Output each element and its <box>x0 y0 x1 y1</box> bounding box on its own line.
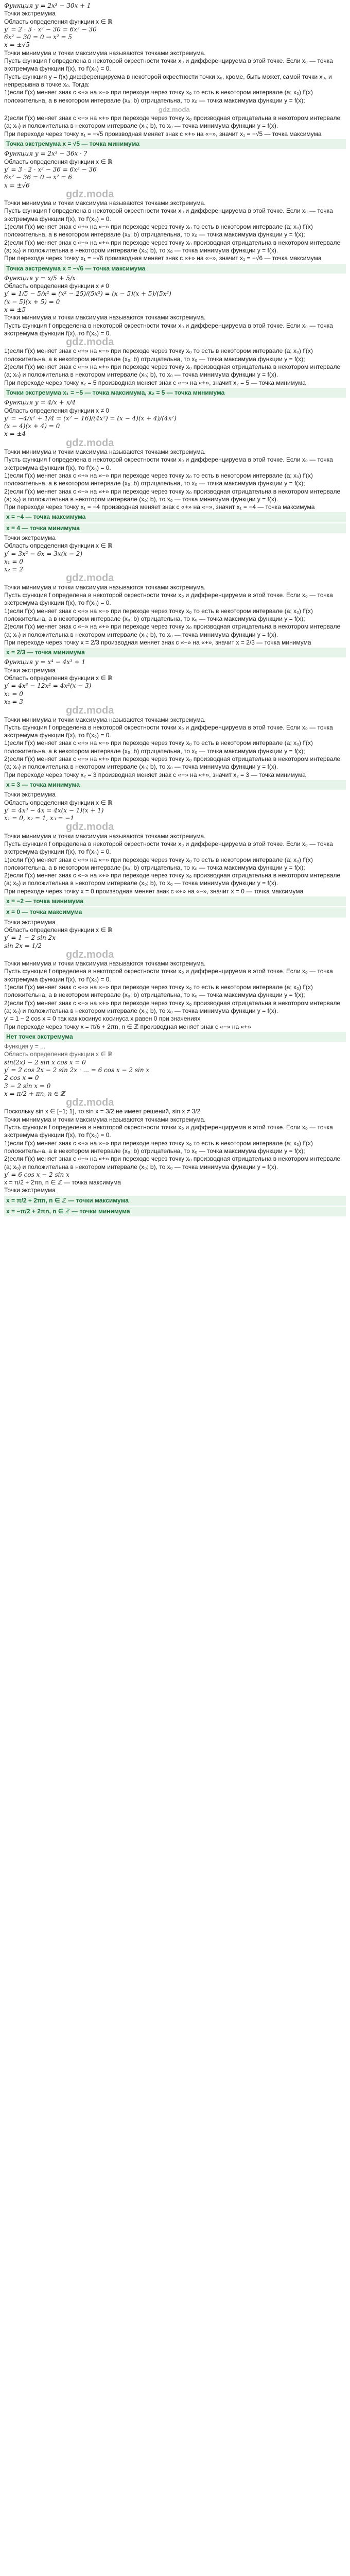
text-line: 1)если f′(x) меняет знак с «+» на «−» при переходе через точку x₀ то есть в некотором интервале (a; x₀) f′(x) положительна, а в некотором интервале (x₀; b) отрицательна, то x₀ — точка максимума функции y = f(x); <box>4 856 315 871</box>
text-line: Область определения функции x ∈ ℝ <box>4 674 113 682</box>
formula-line: y′ = 1/5 − 5/x² = (x² − 25)/(5x²) = (x − 5)(x + 5)/(5x²) <box>4 290 171 298</box>
watermark: gdz.moda <box>66 188 114 200</box>
formula-line: sin 2x = 1/2 <box>4 942 42 950</box>
watermark: gdz.moda <box>66 1097 114 1109</box>
watermark: gdz.moda <box>66 705 114 717</box>
text-line: Пусть функция f определена в некоторой окрестности точки x₀ и дифференцируема в этой точке. Если x₀ — точка экстремума функции f(x), то f′(x₀) = 0. <box>4 591 335 607</box>
answer-highlight: x = −2 — точка минимума <box>4 896 346 906</box>
text-line: Пусть функция f определена в некоторой окрестности точки x₀ и дифференцируема в этой точке. Если x₀ — точка экстремума функции f(x), то f′(x₀) = 0. <box>4 1124 335 1139</box>
watermark: gdz.moda <box>66 948 114 960</box>
answer-highlight: Точка экстремума x = −√6 — точка максимума <box>4 264 346 274</box>
formula-line: Функция y = x/5 + 5/x <box>4 274 76 282</box>
text-line: Область определения функции x ∈ ℝ <box>4 799 113 806</box>
formula-line: 2 cos x = 0 <box>4 1074 39 1082</box>
faded-text-line: Функция y = ... <box>4 1043 46 1050</box>
text-line: 2)если f′(x) меняет знак с «−» на «+» при переходе через точку x₀ производная отрицательна в некотором интервале (a; x₀) и положительна в некотором интервале (x₀; b), то x₀ — точка минимума функции y = f(x). <box>4 363 342 379</box>
text-line: Точки минимума и точки максимума называются точками экстремума. <box>4 49 206 57</box>
answer-highlight: x = 2/3 — точка минимума <box>4 648 346 657</box>
formula-line: (x − 4)(x + 4) = 0 <box>4 422 60 430</box>
text-line: 2)если f′(x) меняет знак с «−» на «+» при переходе через точку x₀ производная отрицательна в некотором интервале (a; x₀) и положительна в некотором интервале (x₀; b), то x₀ — точка минимума функции y = f(x). <box>4 755 342 771</box>
text-line: Область определения функции x ∈ ℝ <box>4 542 113 550</box>
formula-line: y′ = 3x² − 6x = 3x(x − 2) <box>4 550 83 557</box>
solution-document <box>0 0 350 1216</box>
formula-line: y′ = 4x³ − 4x = 4x(x − 1)(x + 1) <box>4 806 104 814</box>
text-line: Точки экстремума <box>4 534 56 541</box>
formula-line: 3 − 2 sin x = 0 <box>4 1082 51 1090</box>
text-line: При переходе через точку x₂ = 3 производная меняет знак с «−» на «+», значит x₂ = 3 — точка минимума <box>4 771 306 778</box>
text-line: При переходе через точку x₁ = −√6 производная меняет знак с «+» на «−», значит x₁ = −√6 — точка максимума <box>4 255 322 262</box>
text-line: При переходе через точку x = 2/3 производная меняет знак с «−» на «+», значит x = 2/3 — точка минимума <box>4 638 311 646</box>
text-line: 2)если f′(x) меняет знак с «−» на «+» при переходе через точку x₀ производная отрицательна в некотором интервале (a; x₀) и положительна в некотором интервале (x₀; b), то x₀ — точка минимума функции y = f(x). <box>4 1155 342 1171</box>
formula-line: y′ = 4x³ − 12x² = 4x²(x − 3) <box>4 682 92 690</box>
formula-line: y′ = 2 · 3 · x² − 30 = 6x² − 30 <box>4 25 97 33</box>
text-line: Точки минимума и точки максимума называются точками экстремума. <box>4 448 206 456</box>
answer-highlight: x = π/2 + 2πn, n ∈ ℤ — точки максимума <box>4 1196 346 1206</box>
formula-line: x = ±√5 <box>4 41 30 49</box>
watermark: gdz.moda <box>66 336 114 348</box>
formula-line: x₁ = 0 <box>4 690 23 698</box>
text-line: 2)если f′(x) меняет знак с «−» на «+» при переходе через точку x₀ производная отрицательна в некотором интервале (a; x₀) и положительна в некотором интервале (x₀; b), то x₀ — точка минимума функции y = f(x). <box>4 623 342 638</box>
formula-line: y′ = 2 cos 2x − 2 sin 2x · ... = 6 cos x − 2 sin x <box>4 1066 150 1074</box>
formula-line: 6x² − 36 = 0 → x² = 6 <box>4 174 73 181</box>
answer-highlight: x = 3 — точка минимума <box>4 780 346 790</box>
text-line: 2)если f′(x) меняет знак с «−» на «+» при переходе через точку x₀ производная отрицательна в некотором интервале (a; x₀) и положительна в некотором интервале (x₀; b), то x₀ — точка минимума функции y = f(x). <box>4 999 342 1014</box>
text-line: Область определения функции x ∈ ℝ <box>4 18 113 25</box>
text-line: 1)если f′(x) меняет знак с «+» на «−» при переходе через точку x₀ то есть в некотором интервале (a; x₀) f′(x) положительна, а в некотором интервале (x₀; b) отрицательна, то x₀ — точка максимума функции y = f(x); <box>4 984 315 999</box>
text-line: 1)если f′(x) меняет знак с «+» на «−» при переходе через точку x₀ то есть в некотором интервале (a; x₀) f′(x) положительна, а в некотором интервале (x₀; b) отрицательна, то x₀ — точка максимума функции y = f(x); <box>4 739 315 755</box>
text-line: 2)если f′(x) меняет знак с «−» на «+» при переходе через точку x₀ производная отрицательна в некотором интервале (a; x₀) и положительна в некотором интервале (x₀; b), то x₀ — точка минимума функции y = f(x). <box>4 872 342 887</box>
text-line: Пусть функция f определена в некоторой окрестности точки x₀ и дифференцируема в этой точке. Если x₀ — точка экстремума функции f(x), то f′(x₀) = 0. <box>4 321 335 337</box>
formula-line: x = ±√6 <box>4 181 30 189</box>
text-line: Точки минимума и точки максимума называются точками экстремума. <box>4 716 206 723</box>
text-line: Точки экстремума <box>4 10 56 18</box>
formula-line: Функция y = 2x³ − 36x · ? <box>4 150 87 158</box>
formula-line: y′ = −4/x² + 1/4 = (x² − 16)/(4x²) = (x − 4)(x + 4)/(4x²) <box>4 414 177 422</box>
answer-highlight: x = 0 — точка максимума <box>4 907 346 917</box>
text-line: Пусть функция f определена в некоторой окрестности точки x₀ и дифференцируема в этой точке. Если x₀ — точка экстремума функции f(x), то f′(x₀) = 0. <box>4 840 335 856</box>
text-line: Пусть функция f определена в некоторой окрестности точки x₀ и дифференцируема в этой точке. Если x₀ — точка экстремума функции f(x), то f′(x₀) = 0. <box>4 57 335 73</box>
text-line: Точки минимума и точки максимума называются точками экстремума. <box>4 1115 206 1123</box>
faded-text-line: Область определения функции x ∈ ℝ <box>4 1050 113 1058</box>
text-line: Точки минимума и точки максимума называются точками экстремума. <box>4 199 206 207</box>
watermark: gdz.moda <box>66 437 114 449</box>
text-line: Поскольку sin x ∈ [−1; 1], то sin x = 3/2 не имеет решений, sin x ≠ 3/2 <box>4 1108 201 1115</box>
text-line: Область определения функции x ≠ 0 <box>4 282 109 290</box>
formula-line: Функция y = 4/x + x/4 <box>4 399 76 406</box>
text-line: Точки экстремума <box>4 666 56 674</box>
text-line: Точки экстремума <box>4 1187 56 1194</box>
text-line: Точки минимума и точки максимума называются точками экстремума. <box>4 832 206 840</box>
formula-line: x₂ = 2 <box>4 566 23 573</box>
formula-line: Функция y = 2x³ − 30x + 1 <box>4 2 91 9</box>
text-line: При переходе через точку x₁ = −√5 производная меняет знак с «+» на «−», значит x₁ = −√5 — точка максимума <box>4 130 322 138</box>
text-line: 1)если f′(x) меняет знак с «+» на «−» при переходе через точку x₀ то есть в некотором интервале (a; x₀) f′(x) положительна, а в некотором интервале (x₀; b) отрицательна, то x₀ — точка максимума функции y = f(x); <box>4 89 315 104</box>
text-line: 2)если f′(x) меняет знак с «−» на «+» при переходе через точку x₀ производная отрицательна в некотором интервале (a; x₀) и положительна в некотором интервале (x₀; b), то x₀ — точка минимума функции y = f(x). <box>4 487 342 503</box>
formula-line: x = ±4 <box>4 430 26 438</box>
formula-line: x₁ = 0, x₂ = 1, x₃ = −1 <box>4 815 75 822</box>
text-line: Пусть функция f определена в некоторой окрестности точки x₀ и дифференцируема в этой точке. Если x₀ — точка экстремума функции f(x), то f′(x₀) = 0. <box>4 207 335 223</box>
watermark: gdz.moda <box>159 105 190 113</box>
text-line: Область определения функции x ∈ ℝ <box>4 926 113 934</box>
formula-line: y′ = 6 cos x − 2 sin x <box>4 1171 69 1178</box>
answer-highlight: Точки экстремума x₁ = −5 — точка максимума, x₂ = 5 — точка минимума <box>4 388 346 398</box>
text-line: Точки минимума и точки максимума называются точками экстремума. <box>4 960 206 968</box>
text-line: При переходе через точку x = π/6 + 2πn, n ∈ ℤ производная меняет знак с «−» на «+» <box>4 1023 251 1030</box>
formula-line: Функция y = x⁴ − 4x³ + 1 <box>4 658 86 666</box>
formula-line: (x − 5)(x + 5) = 0 <box>4 298 60 306</box>
text-line: x = π/2 + 2πn, n ∈ ℤ — точка максимума <box>4 1179 121 1187</box>
formula-line: y′ = 1 − 2 sin 2x <box>4 934 56 942</box>
watermark: gdz.moda <box>66 821 114 833</box>
formula-line: y′ = 3 · 2 · x² − 36 = 6x² − 36 <box>4 165 97 173</box>
text-line: Точки минимума и точки максимума называются точками экстремума. <box>4 583 206 591</box>
text-line: 1)если f′(x) меняет знак с «+» на «−» при переходе через точку x₀ то есть в некотором интервале (a; x₀) f′(x) положительна, а в некотором интервале (x₀; b) отрицательна, то x₀ — точка максимума функции y = f(x); <box>4 1139 315 1155</box>
text-line: 1)если f′(x) меняет знак с «+» на «−» при переходе через точку x₀ то есть в некотором интервале (a; x₀) f′(x) положительна, а в некотором интервале (x₀; b) отрицательна, то x₀ — точка максимума функции y = f(x); <box>4 223 315 239</box>
text-line: 1)если f′(x) меняет знак с «+» на «−» при переходе через точку x₀ то есть в некотором интервале (a; x₀) f′(x) положительна, а в некотором интервале (x₀; b) отрицательна, то x₀ — точка максимума функции y = f(x); <box>4 471 315 487</box>
text-line: При переходе через точку x₂ = 5 производная меняет знак с «−» на «+», значит x₂ = 5 — точка минимума <box>4 379 306 386</box>
answer-highlight: Нет точек экстремума <box>4 1032 346 1042</box>
text-line: y′ = 1 − 2 cos x = 0 так как косинус косинуса x равен 0 при значениях <box>4 1015 201 1023</box>
text-line: Пусть функция y = f(x) дифференцируема в некоторой окрестности точки x₀, кроме, быть может, самой точки x₀, и непрерывна в точке x₀. Тогда: <box>4 73 334 88</box>
text-line: 1)если f′(x) меняет знак с «+» на «−» при переходе через точку x₀ то есть в некотором интервале (a; x₀) f′(x) положительна, а в некотором интервале (x₀; b) отрицательна, то x₀ — точка максимума функции y = f(x); <box>4 607 315 622</box>
text-line: 2)если f′(x) меняет знак с «−» на «+» при переходе через точку x₀ производная отрицательна в некотором интервале (a; x₀) и положительна в некотором интервале (x₀; b), то x₀ — точка минимума функции y = f(x). <box>4 239 342 254</box>
formula-line: x₁ = 0 <box>4 557 23 565</box>
text-line: Пусть функция f определена в некоторой окрестности точки x₀ и дифференцируема в этой точке. Если x₀ — точка экстремума функции f(x), то f′(x₀) = 0. <box>4 723 335 739</box>
text-line: Точки экстремума <box>4 791 56 799</box>
text-line: 1)если f′(x) меняет знак с «+» на «−» при переходе через точку x₀ то есть в некотором интервале (a; x₀) f′(x) положительна, а в некотором интервале (x₀; b) отрицательна, то x₀ — точка максимума функции y = f(x); <box>4 347 315 363</box>
formula-line: sin(2x) − 2 sin x cos x = 0 <box>4 1058 86 1066</box>
watermark: gdz.moda <box>66 572 114 584</box>
text-line: 2)если f′(x) меняет знак с «−» на «+» при переходе через точку x₀ производная отрицательна в некотором интервале (a; x₀) и положительна в некотором интервале (x₀; b), то x₀ — точка минимума функции y = f(x). <box>4 114 342 130</box>
answer-highlight: Точка экстремума x = √5 — точка минимума <box>4 139 346 149</box>
text-line: Область определения функции x ∈ ℝ <box>4 158 113 165</box>
formula-line: x = ±5 <box>4 306 26 313</box>
formula-line: x = π/2 + πn, n ∈ ℤ <box>4 1090 65 1097</box>
answer-highlight: x = 4 — точка минимума <box>4 523 346 533</box>
text-line: Пусть функция f определена в некоторой окрестности точки x₀ и дифференцируема в этой точке. Если x₀ — точка экстремума функции f(x), то f′(x₀) = 0. <box>4 456 335 471</box>
text-line: Область определения функции x ≠ 0 <box>4 406 109 414</box>
text-line: Точки экстремума <box>4 918 56 926</box>
formula-line: x₂ = 3 <box>4 698 23 705</box>
answer-highlight: x = −π/2 + 2πn, n ∈ ℤ — точки минимума <box>4 1207 346 1216</box>
text-line: При переходе через точку x₁ = −4 производная меняет знак с «+» на «−», значит x₁ = −4 — точка максимума <box>4 503 315 511</box>
text-line: Пусть функция f определена в некоторой окрестности точки x₀ и дифференцируема в этой точке. Если x₀ — точка экстремума функции f(x), то f′(x₀) = 0. <box>4 968 335 983</box>
text-line: Точки минимума и точки максимума называются точками экстремума. <box>4 314 206 321</box>
text-line: При переходе через точку x = 0 производная меняет знак с «+» на «−», значит x = 0 — точка максимума <box>4 887 304 895</box>
formula-line: 6x² − 30 = 0 → x² = 5 <box>4 33 73 41</box>
answer-highlight: x = −4 — точка максимума <box>4 512 346 522</box>
